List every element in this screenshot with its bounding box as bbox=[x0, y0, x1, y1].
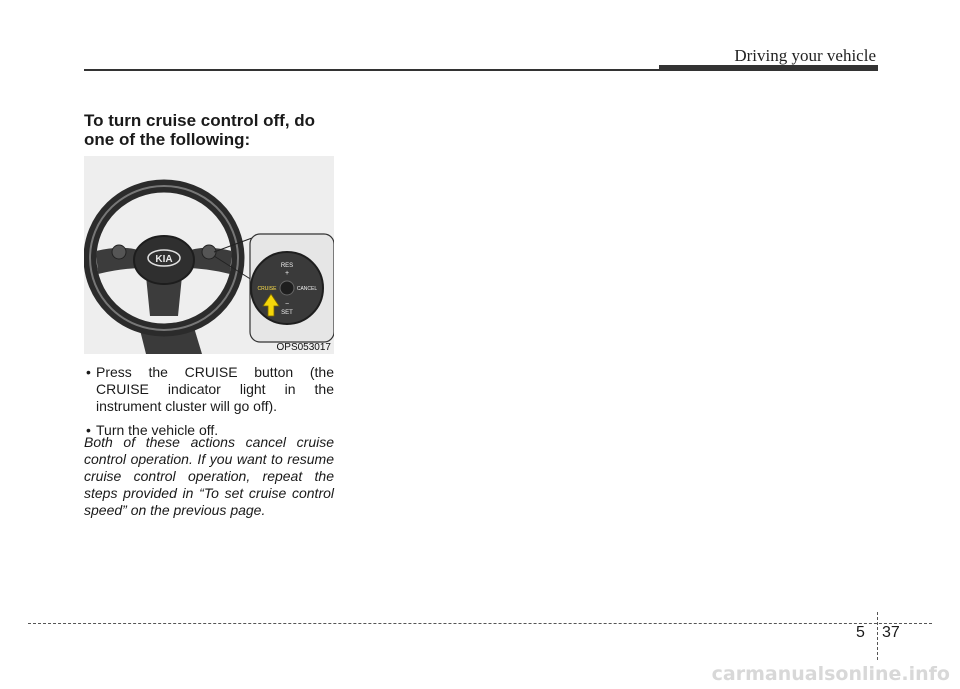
cruise-label: CRUISE bbox=[257, 286, 277, 292]
bullet-marker: • bbox=[86, 364, 91, 380]
minus-label: − bbox=[284, 301, 290, 308]
watermark: carmanualsonline.info bbox=[711, 663, 950, 685]
cruise-switch-center bbox=[280, 281, 294, 295]
right-switch-cluster bbox=[202, 245, 216, 259]
page-number: 37 bbox=[882, 624, 900, 641]
steering-wheel-illustration bbox=[84, 156, 334, 354]
cancel-label: CANCEL bbox=[296, 286, 318, 292]
note-paragraph: Both of these actions cancel cruise control operation. If you want to resume cruise control operation, repeat the steps provided in “To set cruise control speed” on the previous page. bbox=[84, 434, 334, 518]
kia-logo-text: KIA bbox=[155, 254, 173, 265]
page-number-divider bbox=[877, 612, 878, 660]
list-item-text: Press the CRUISE button (the CRUISE indicator light in the instrument cluster will go off). bbox=[96, 364, 334, 414]
res-label: RES bbox=[280, 263, 294, 269]
footer-rule bbox=[28, 623, 932, 624]
figure-label: OPS053017 bbox=[276, 342, 331, 353]
list-item-text: Turn the vehicle off. bbox=[96, 422, 219, 438]
section-title: Driving your vehicle bbox=[734, 46, 876, 65]
left-switch-cluster bbox=[112, 245, 126, 259]
heading: To turn cruise control off, do one of the following: bbox=[84, 111, 316, 149]
plus-label: + bbox=[284, 270, 290, 277]
set-label: SET bbox=[281, 310, 293, 316]
header-rule bbox=[84, 69, 664, 71]
header-rule-accent bbox=[659, 65, 878, 71]
list-item bbox=[84, 364, 334, 415]
chapter-number: 5 bbox=[856, 624, 865, 641]
bullet-marker: • bbox=[86, 422, 91, 438]
steering-wheel-figure bbox=[84, 156, 334, 354]
